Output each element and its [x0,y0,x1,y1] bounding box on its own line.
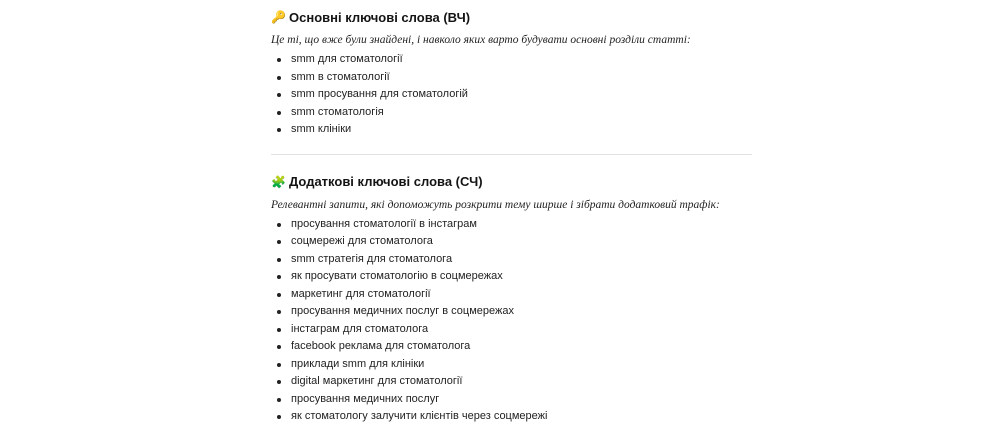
list-item [271,338,752,356]
list-item-text: digital маркетинг для стоматології [291,375,463,387]
list-item-text: smm для стоматології [291,53,403,65]
puzzle-icon: 🧩 [271,174,286,189]
list-item [271,86,752,104]
bullet-icon [277,76,281,80]
bullet-icon [277,293,281,297]
key-icon: 🔑 [271,10,286,24]
list-item-text: просування медичних послуг [291,392,440,405]
bullet-icon [277,398,281,402]
list-item-text: facebook реклама для стоматолога [291,340,471,352]
bullet-icon [277,328,281,332]
list-item-text: маркетинг для стоматології [291,287,431,300]
bullet-icon [277,275,281,279]
bullet-icon [277,58,281,62]
list-item [271,373,752,391]
list-item-text: smm просування для стоматологій [291,88,468,100]
list-item-text: smm в стоматології [291,70,390,83]
list-item [271,69,752,87]
list-item [271,251,752,269]
bullet-icon [277,93,281,97]
bullet-icon [277,111,281,115]
list-item [271,408,752,426]
keyword-list [271,216,752,426]
bullet-icon [277,415,281,419]
list-item [271,321,752,339]
section-description: Релевантні запити, які допоможуть розкрити тему ширше і зібрати додатковий трафік: [271,198,720,211]
list-item-text: просування стоматології в інстаграм [291,217,477,230]
bullet-icon [277,380,281,384]
section-mid-frequency-keywords [271,165,752,426]
list-item-text: smm клініки [291,123,352,135]
bullet-icon [277,310,281,314]
list-item [271,104,752,122]
document-body [271,0,752,426]
bullet-icon [277,345,281,349]
section-title [271,0,752,34]
list-item [271,233,752,251]
list-item [271,391,752,409]
section-description: Це ті, що вже були знайдені, і навколо яких варто будувати основні розділи статті: [271,34,691,46]
bullet-icon [277,240,281,244]
list-item [271,286,752,304]
list-item-text: smm стратегія для стоматолога [291,252,453,265]
section-divider [271,154,752,155]
list-item [271,303,752,321]
bullet-icon [277,223,281,227]
section-title [271,165,752,199]
list-item-text: соцмережі для стоматолога [291,235,433,247]
list-item [271,356,752,374]
section-title-text: Основні ключові слова (ВЧ) [289,9,471,25]
keyword-list [271,51,752,139]
bullet-icon [277,363,281,367]
bullet-icon [277,258,281,262]
list-item [271,121,752,139]
list-item [271,268,752,286]
section-high-frequency-keywords [271,0,752,139]
bullet-icon [277,128,281,132]
list-item-text: приклади smm для клініки [291,357,425,370]
list-item-text: як просувати стоматологію в соцмережах [291,270,503,282]
list-item-text: як стоматологу залучити клієнтів через соцмережі [291,410,548,422]
list-item [271,51,752,69]
list-item [271,216,752,234]
section-title-text: Додаткові ключові слова (СЧ) [289,174,483,189]
list-item-text: smm стоматологія [291,105,384,118]
list-item-text: просування медичних послуг в соцмережах [291,305,514,317]
list-item-text: інстаграм для стоматолога [291,322,429,335]
